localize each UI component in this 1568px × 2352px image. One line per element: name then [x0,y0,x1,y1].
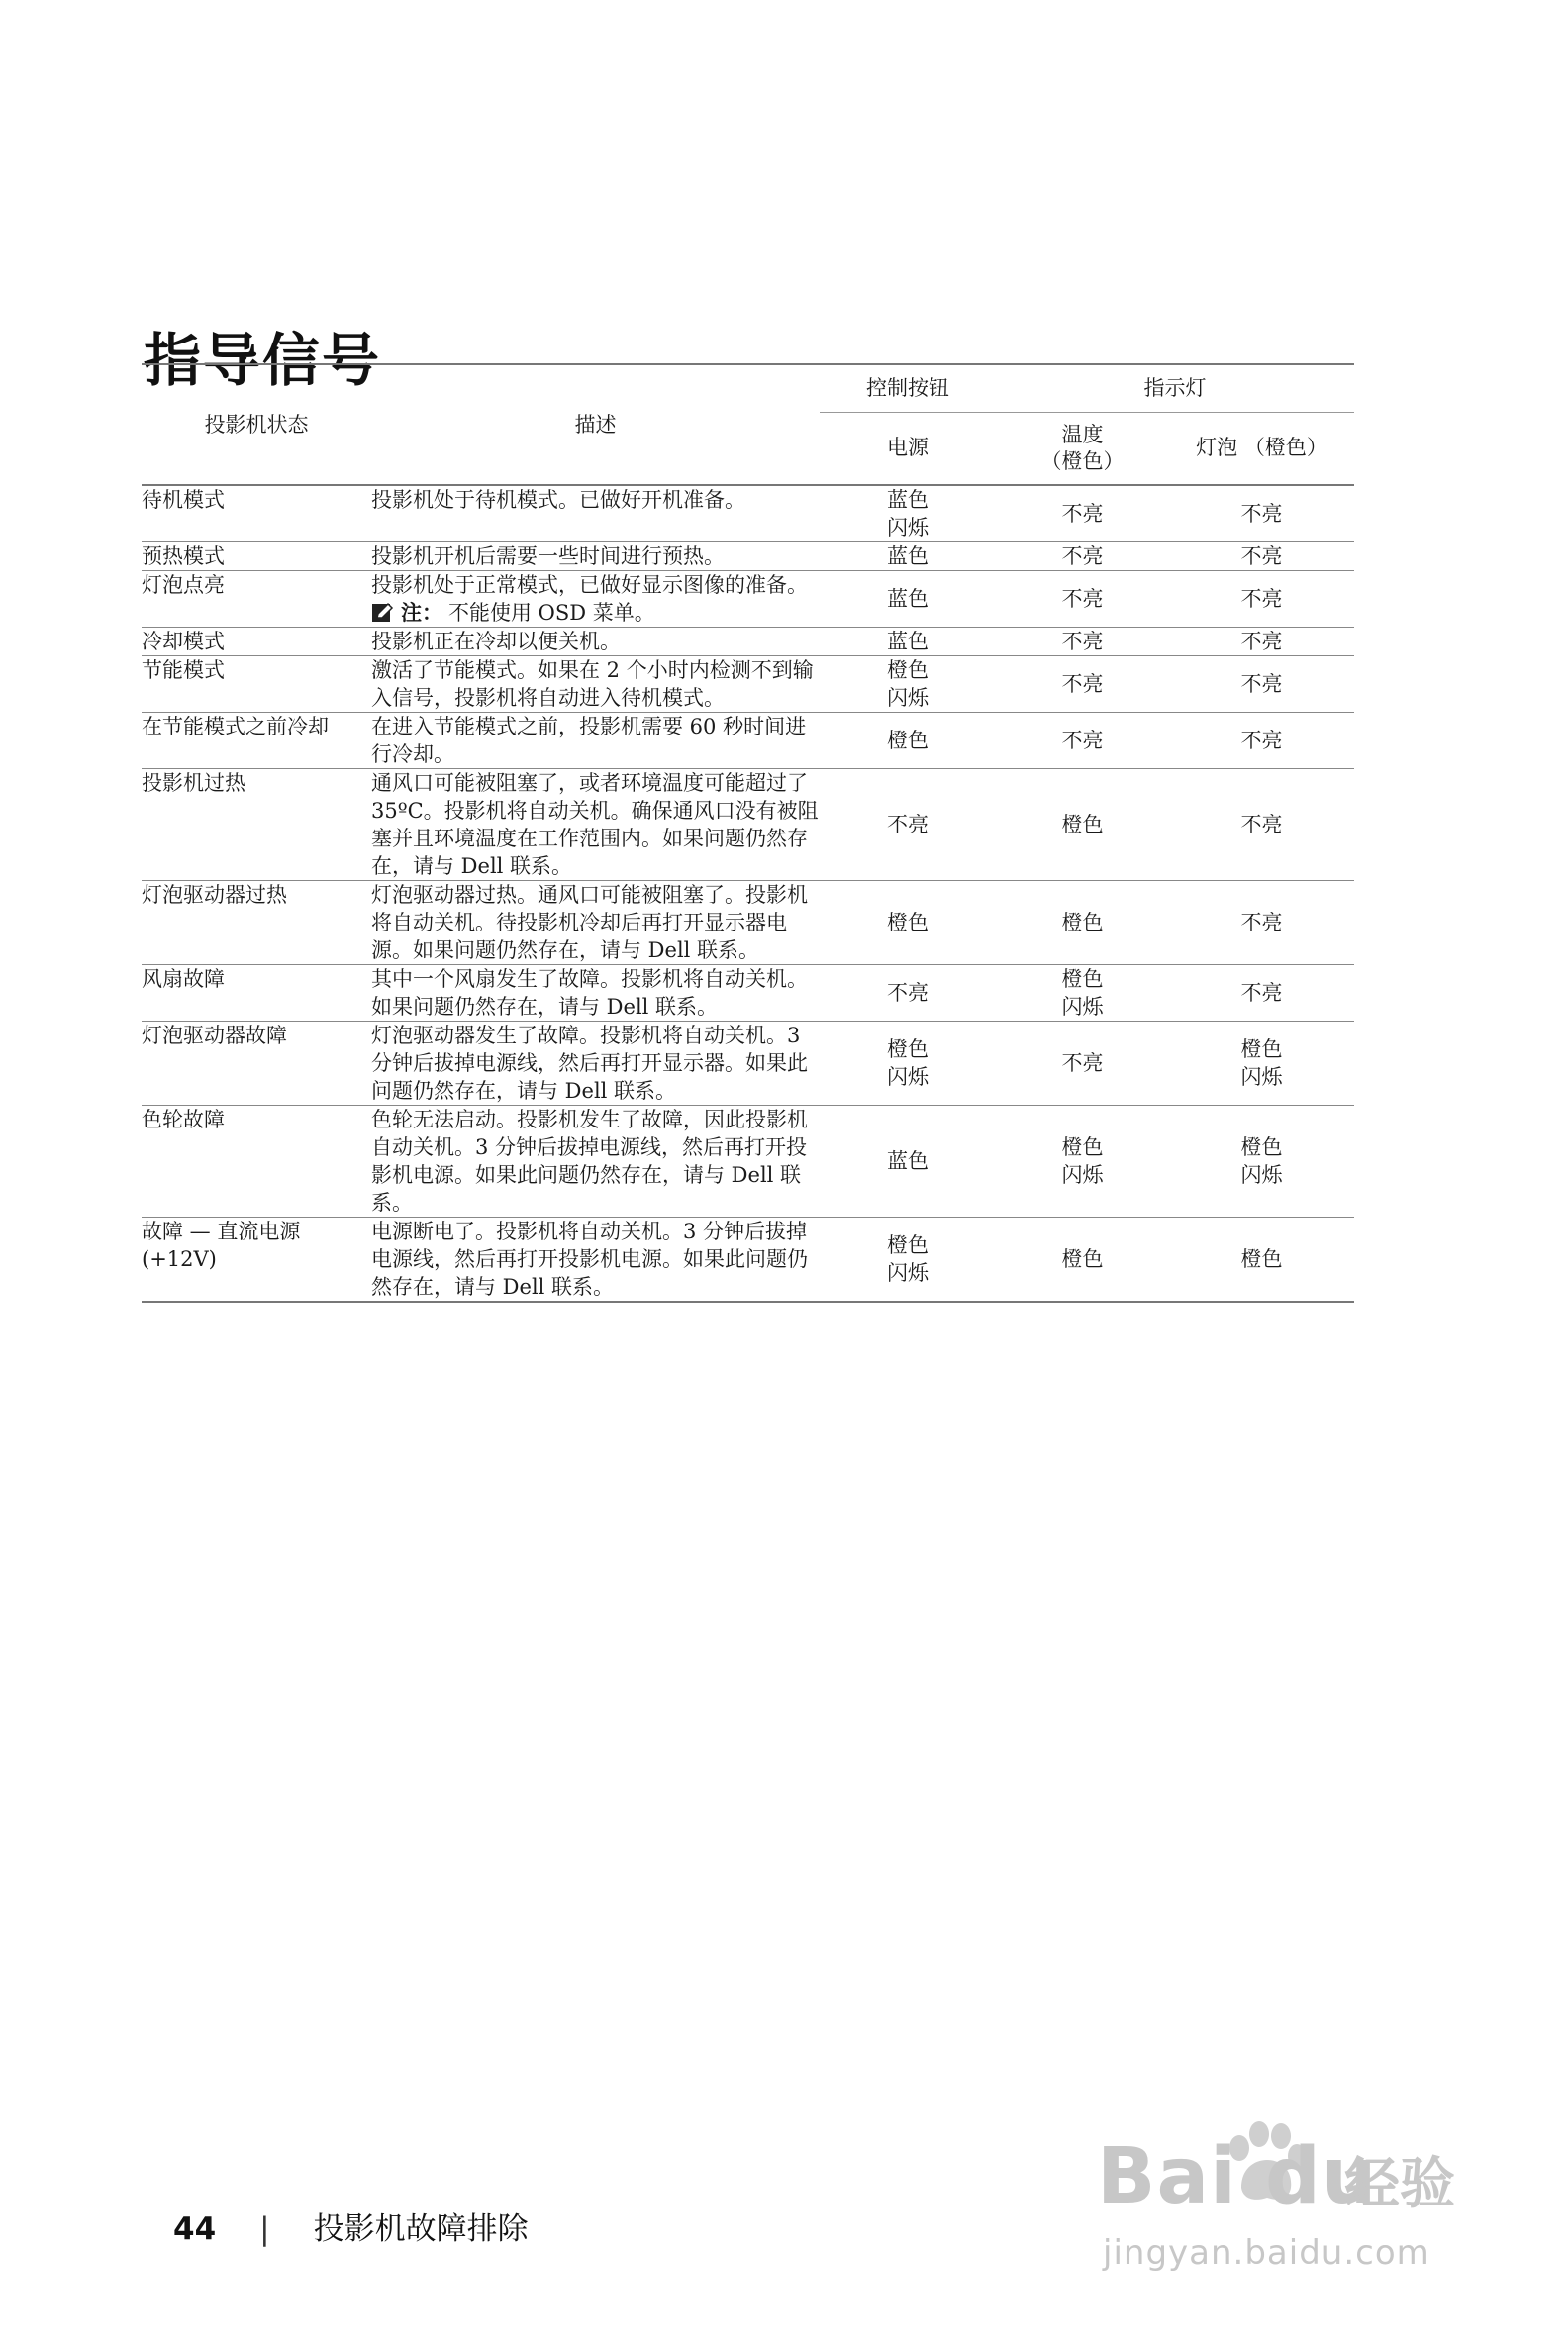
power-status-line: 闪烁 [887,1065,929,1089]
table-header-row-top [142,364,1354,412]
table-row [142,542,1354,571]
lamp-status-line: 不亮 [1240,630,1283,653]
table-row [142,1106,1354,1218]
lamp-status-line: 不亮 [1240,981,1283,1005]
state-cell: 灯泡点亮 [142,571,371,628]
power-indicator-cell [820,1106,996,1218]
temp-status-line: 闪烁 [1061,995,1104,1019]
description-text: 通风口可能被阻塞了，或者环境温度可能超过了 35ºC。投影机将自动关机。确保通风口没有被阻塞并且环境温度在工作范围内。如果问题仍然存在，请与 Dell 联系。 [371,771,819,878]
description-text: 色轮无法启动。投影机发生了故障，因此投影机自动关机。3 分钟后拔掉电源线，然后再打开投影机电源。如果此问题仍然存在，请与 Dell 联系。 [371,1108,808,1215]
header-temp-line1: 温度 [1061,422,1104,446]
header-temp-line2: （橙色） [1040,448,1125,473]
lamp-indicator-cell [1169,769,1354,881]
description-cell [371,965,820,1022]
power-status-line: 闪烁 [887,686,929,710]
header-control-group: 控制按钮 [820,364,996,412]
power-status-line: 蓝色 [887,587,929,611]
table-row [142,656,1354,713]
header-state: 投影机状态 [142,364,371,485]
power-status-line: 蓝色 [887,488,929,512]
lamp-status-line: 不亮 [1240,813,1283,836]
lamp-status-line: 不亮 [1240,502,1283,526]
header-lamp: 灯泡 （橙色） [1196,436,1327,460]
lamp-status-line: 不亮 [1240,544,1283,568]
power-indicator-cell [820,571,996,628]
power-status-line: 不亮 [887,981,929,1005]
lamp-status-line: 闪烁 [1240,1163,1283,1187]
lamp-indicator-cell [1169,1022,1354,1106]
lamp-indicator-cell [1169,485,1354,542]
watermark-logo-text: Bai du [1097,2132,1378,2221]
lamp-status-line: 橙色 [1240,1037,1283,1061]
temp-indicator-cell [996,1106,1169,1218]
temp-status-line: 不亮 [1061,672,1104,696]
state-cell: 预热模式 [142,542,371,571]
description-text: 电源断电了。投影机将自动关机。3 分钟后拔掉电源线，然后再打开投影机电源。如果此问题仍然存在，请与 Dell 联系。 [371,1220,808,1299]
description-text: 在进入节能模式之前，投影机需要 60 秒时间进行冷却。 [371,715,807,766]
power-indicator-cell [820,713,996,769]
indicator-signal-table [142,363,1354,1303]
table-row [142,1218,1354,1303]
description-text: 投影机处于正常模式，已做好显示图像的准备。 [371,573,808,597]
note-line [371,599,820,627]
description-cell [371,713,820,769]
note-text: 不能使用 OSD 菜单。 [448,601,655,625]
power-status-line: 蓝色 [887,630,929,653]
temp-indicator-cell [996,542,1169,571]
description-text: 其中一个风扇发生了故障。投影机将自动关机。如果问题仍然存在，请与 Dell 联系。 [371,967,808,1019]
lamp-indicator-cell [1169,881,1354,965]
description-cell [371,769,820,881]
lamp-status-line: 闪烁 [1240,1065,1283,1089]
power-indicator-cell [820,881,996,965]
power-status-line: 闪烁 [887,1261,929,1285]
footer-section-title: 投影机故障排除 [313,2211,529,2247]
header-power: 电源 [887,436,929,460]
header-description: 描述 [371,364,820,485]
state-cell: 节能模式 [142,656,371,713]
state-cell: 灯泡驱动器故障 [142,1022,371,1106]
lamp-indicator-cell [1169,571,1354,628]
page-title: 指导信号 [144,326,382,394]
power-indicator-cell [820,485,996,542]
temp-status-line: 不亮 [1061,729,1104,752]
note-label: 注： [401,600,442,625]
lamp-indicator-cell [1169,542,1354,571]
lamp-indicator-cell [1169,1106,1354,1218]
lamp-indicator-cell [1169,656,1354,713]
temp-status-line: 不亮 [1061,630,1104,653]
table-row [142,881,1354,965]
lamp-indicator-cell [1169,713,1354,769]
header-indicator-group: 指示灯 [996,364,1354,412]
temp-status-line: 不亮 [1061,544,1104,568]
lamp-status-line: 橙色 [1240,1247,1283,1271]
power-indicator-cell [820,542,996,571]
power-status-line: 闪烁 [887,516,929,539]
power-status-line: 蓝色 [887,544,929,568]
description-text: 投影机开机后需要一些时间进行预热。 [371,544,725,568]
description-cell [371,881,820,965]
lamp-status-line: 不亮 [1240,729,1283,752]
lamp-status-line: 不亮 [1240,672,1283,696]
power-status-line: 橙色 [887,911,929,934]
table-row [142,485,1354,542]
lamp-indicator-cell [1169,628,1354,656]
table-row [142,571,1354,628]
power-status-line: 不亮 [887,813,929,836]
table-row [142,769,1354,881]
temp-indicator-cell [996,769,1169,881]
description-text: 投影机处于待机模式。已做好开机准备。 [371,488,745,512]
state-cell: 故障 — 直流电源 (+12V) [142,1218,371,1303]
table-body [142,485,1354,1302]
temp-indicator-cell [996,1022,1169,1106]
temp-status-line: 不亮 [1061,1051,1104,1075]
lamp-indicator-cell [1169,1218,1354,1303]
note-pencil-icon [371,601,395,625]
lamp-status-line: 不亮 [1240,911,1283,934]
description-cell [371,1106,820,1218]
power-status-line: 橙色 [887,1233,929,1257]
state-cell: 冷却模式 [142,628,371,656]
temp-indicator-cell [996,485,1169,542]
description-text: 灯泡驱动器过热。通风口可能被阻塞了。投影机将自动关机。待投影机冷却后再打开显示器电源。如果问题仍然存在，请与 Dell 联系。 [371,883,808,962]
footer-separator: | [259,2211,270,2247]
description-cell [371,542,820,571]
page-number: 44 [173,2211,217,2247]
description-cell [371,628,820,656]
description-cell [371,1218,820,1303]
power-status-line: 橙色 [887,729,929,752]
temp-status-line: 不亮 [1061,502,1104,526]
state-cell: 色轮故障 [142,1106,371,1218]
temp-indicator-cell [996,656,1169,713]
watermark-url: jingyan.baidu.com [1103,2233,1430,2273]
temp-indicator-cell [996,713,1169,769]
state-cell: 灯泡驱动器过热 [142,881,371,965]
temp-status-line: 橙色 [1061,967,1104,991]
state-cell: 风扇故障 [142,965,371,1022]
description-cell [371,1022,820,1106]
table-row [142,965,1354,1022]
power-indicator-cell [820,965,996,1022]
power-indicator-cell [820,1218,996,1303]
table-row [142,713,1354,769]
lamp-indicator-cell [1169,965,1354,1022]
temp-status-line: 闪烁 [1061,1163,1104,1187]
description-text: 灯泡驱动器发生了故障。投影机将自动关机。3 分钟后拔掉电源线，然后再打开显示器。如果此问题仍然存在，请与 Dell 联系。 [371,1024,808,1103]
state-cell: 投影机过热 [142,769,371,881]
description-cell [371,485,820,542]
power-indicator-cell [820,656,996,713]
power-status-line: 橙色 [887,658,929,682]
lamp-status-line: 不亮 [1240,587,1283,611]
description-text: 激活了节能模式。如果在 2 个小时内检测不到输入信号，投影机将自动进入待机模式。 [371,658,814,710]
temp-status-line: 橙色 [1061,813,1104,836]
temp-status-line: 不亮 [1061,587,1104,611]
lamp-status-line: 橙色 [1240,1135,1283,1159]
temp-indicator-cell [996,571,1169,628]
power-status-line: 橙色 [887,1037,929,1061]
baidu-jingyan-watermark [1097,2118,1493,2287]
header-temp [996,412,1169,485]
power-status-line: 蓝色 [887,1149,929,1173]
state-cell: 待机模式 [142,485,371,542]
temp-status-line: 橙色 [1061,1247,1104,1271]
temp-indicator-cell [996,628,1169,656]
power-indicator-cell [820,628,996,656]
state-cell: 在节能模式之前冷却 [142,713,371,769]
table-row [142,628,1354,656]
power-indicator-cell [820,1022,996,1106]
description-cell [371,571,820,628]
description-cell [371,656,820,713]
watermark-logo-suffix: 经验 [1344,2152,1455,2216]
description-text: 投影机正在冷却以便关机。 [371,630,621,653]
page-footer [173,2204,529,2248]
temp-indicator-cell [996,1218,1169,1303]
temp-status-line: 橙色 [1061,1135,1104,1159]
temp-indicator-cell [996,881,1169,965]
table-row [142,1022,1354,1106]
power-indicator-cell [820,769,996,881]
temp-status-line: 橙色 [1061,911,1104,934]
temp-indicator-cell [996,965,1169,1022]
